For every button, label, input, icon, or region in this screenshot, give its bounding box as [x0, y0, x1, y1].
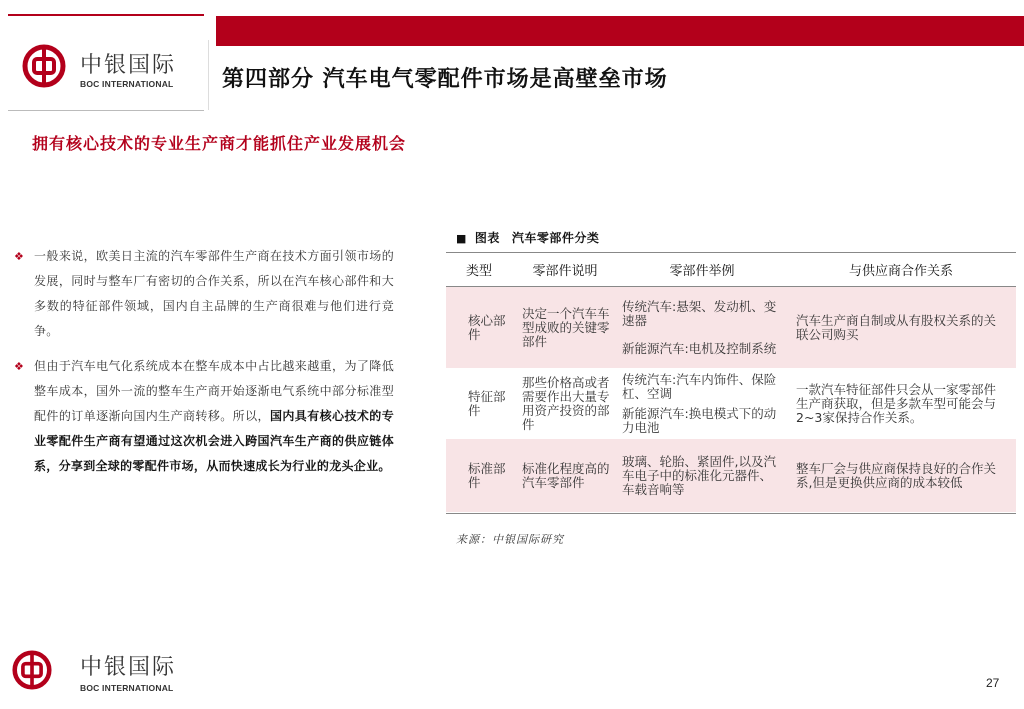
header-red-band: [216, 16, 1024, 46]
figure-title: 汽车零部件分类: [511, 231, 600, 245]
example-line: 玻璃、轮胎、紧固件,以及汽车电子中的标准化元器件、车载音响等: [622, 453, 776, 497]
header-bottom-rule: [8, 110, 204, 111]
cell-desc: 标准化程度高的汽车零部件: [512, 439, 618, 513]
boc-logo-icon: [22, 44, 66, 88]
column-header: 零部件说明: [512, 253, 618, 287]
cell-relation: 整车厂会与供应商保持良好的合作关系,但是更换供应商的成本较低: [786, 439, 1016, 513]
cell-relation: 汽车生产商自制或从有股权关系的关联公司购买: [786, 287, 1016, 369]
bullet-item: [14, 354, 394, 479]
table-row: [446, 369, 1016, 439]
column-header: 与供应商合作关系: [786, 253, 1016, 287]
table-row: [446, 439, 1016, 513]
cell-examples: [618, 287, 786, 369]
diamond-bullet-icon: ❖: [14, 360, 25, 373]
example-line: 新能源汽车:电机及控制系统: [622, 340, 777, 356]
diamond-bullet-icon: ❖: [14, 250, 25, 263]
square-marker-icon: ■: [456, 232, 467, 245]
cell-desc: 那些价格高或者需要作出大量专用资产投资的部件: [512, 369, 618, 439]
boc-logo-icon: [12, 650, 52, 690]
figure-label: 图表: [474, 231, 500, 245]
bullet-text-emphasis: 国内具有核心技术的专业零配件生产商有望通过这次机会进入跨国汽车生产商的供应链体系，分享到全球的零配件市场，从而快速成长为行业的龙头企业。: [34, 409, 394, 473]
bullet-item: [14, 244, 394, 344]
cell-type: 核心部件: [446, 287, 512, 369]
example-line: 传统汽车:汽车内饰件、保险杠、空调: [622, 371, 777, 401]
table-header-row: [446, 253, 1016, 287]
bullet-list: [14, 244, 394, 489]
cell-type: 标准部件: [446, 439, 512, 513]
column-header: 类型: [446, 253, 512, 287]
brand-name-cn: 中银国际: [80, 655, 177, 680]
footer-logo: [12, 650, 202, 696]
bullet-text: 但由于汽车电气化系统成本在整车成本中占比越来越重，为了降低整车成本，国外一流的整车生产商开始逐渐电气系统中部分标准型配件的订单逐渐向国内生产商转移。所以，: [34, 359, 394, 423]
page-title: 第四部分 汽车电气零配件市场是高壁垒市场: [222, 66, 668, 92]
brand-name-cn: 中银国际: [80, 53, 177, 78]
cell-relation: 一款汽车特征部件只会从一家零部件生产商获取，但是多款车型可能会与2~3家保持合作关系。: [786, 369, 1016, 439]
brand-logo: [22, 44, 197, 104]
figure-caption: [456, 229, 599, 246]
page-number: 27: [986, 676, 1000, 690]
column-header: 零部件举例: [618, 253, 786, 287]
header-divider: [208, 40, 209, 110]
table-row: [446, 287, 1016, 369]
bullet-text: 一般来说，欧美日主流的汽车零部件生产商在技术方面引领市场的发展，同时与整车厂有密切的合作关系，所以在汽车核心部件和大多数的特征部件领域，国内自主品牌的生产商很难与他们进行竞争。: [34, 249, 394, 338]
example-line: 传统汽车:悬架、发动机、变速器: [622, 298, 777, 328]
parts-table: [446, 252, 1016, 514]
section-subtitle: 拥有核心技术的专业生产商才能抓住产业发展机会: [32, 134, 407, 153]
cell-type: 特征部件: [446, 369, 512, 439]
cell-desc: 决定一个汽车车型成败的关键零部件: [512, 287, 618, 369]
figure-source: 来源：中银国际研究: [456, 533, 564, 546]
brand-name-en: BOC INTERNATIONAL: [80, 683, 174, 693]
header-top-rule: [8, 14, 204, 16]
cell-examples: [618, 369, 786, 439]
example-line: 新能源汽车:换电模式下的动力电池: [622, 405, 777, 435]
brand-name-en: BOC INTERNATIONAL: [80, 79, 174, 89]
cell-examples: [618, 439, 786, 513]
